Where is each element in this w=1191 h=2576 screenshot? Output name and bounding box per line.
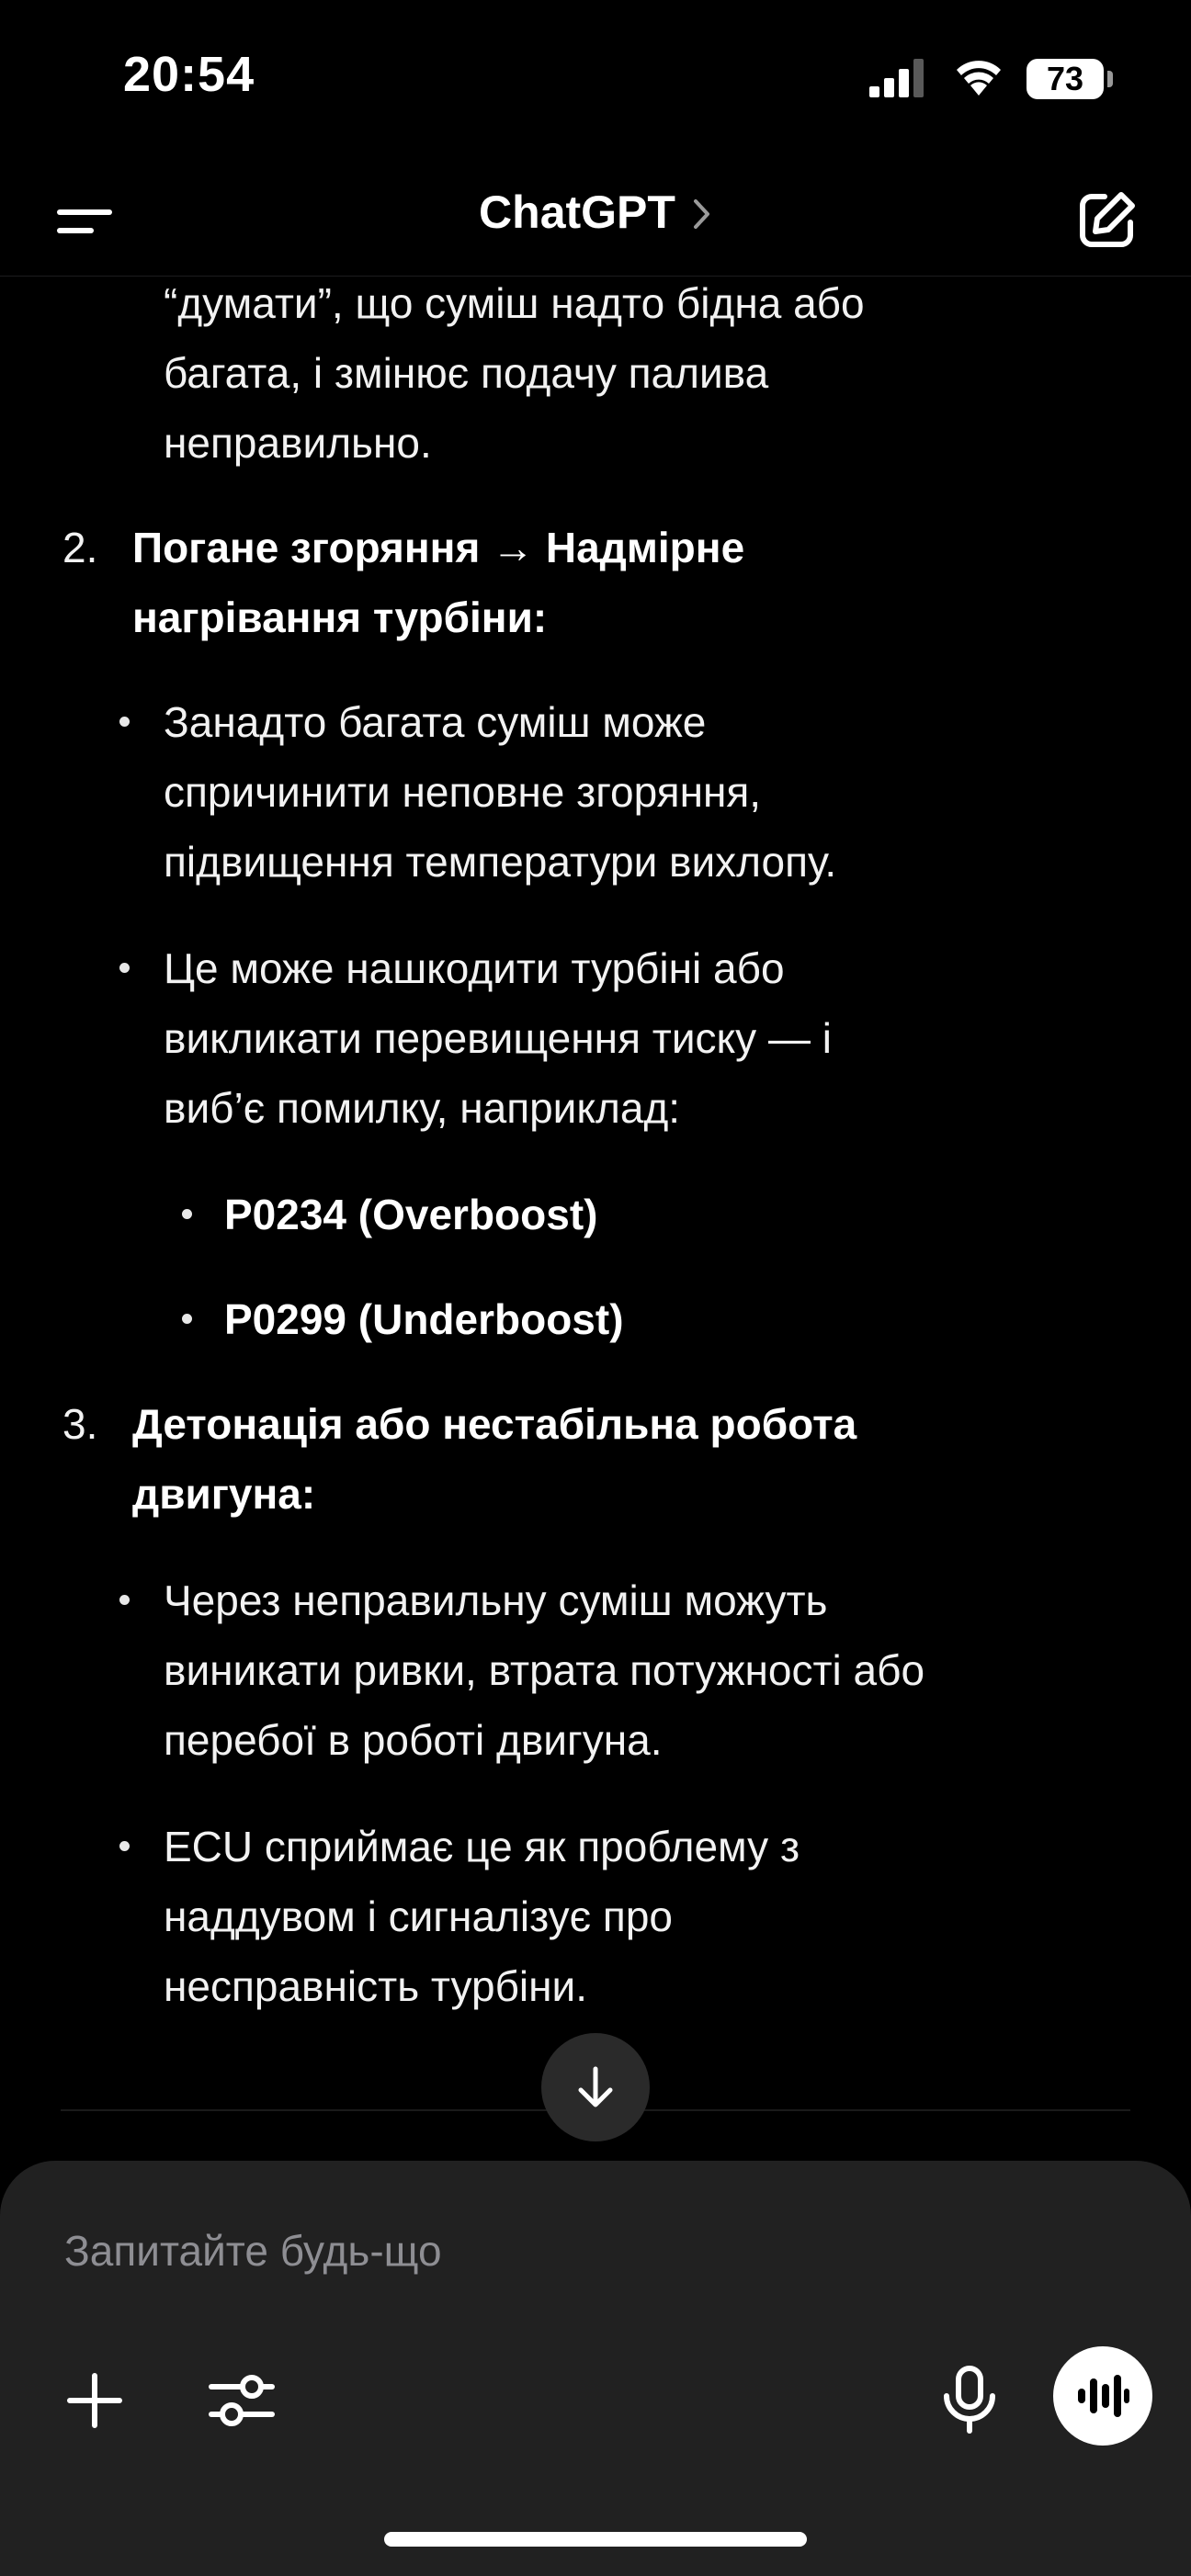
bullet-text: Занадто багата суміш може [164, 698, 707, 746]
microphone-icon[interactable] [941, 2365, 998, 2435]
sub-bullet-dot [182, 1209, 192, 1219]
voice-mode-button[interactable] [1053, 2346, 1152, 2446]
bullet-text: наддувом і сигналізує про [164, 1892, 673, 1940]
tools-icon[interactable] [208, 2368, 276, 2433]
list-item-title: двигуна: [132, 1470, 316, 1518]
plus-icon[interactable] [64, 2370, 125, 2431]
list-number: 2. [62, 524, 98, 571]
list-number: 3. [62, 1400, 98, 1448]
paragraph-line: неправильно. [164, 419, 432, 467]
battery-indicator: 73 [1027, 59, 1104, 99]
compose-icon[interactable] [1073, 187, 1140, 254]
error-code: P0234 (Overboost) [224, 1191, 598, 1238]
model-selector[interactable] [0, 186, 1191, 239]
nav-bar [0, 165, 1191, 277]
bullet-text: перебої в роботі двигуна. [164, 1716, 663, 1764]
chevron-right-icon [692, 198, 712, 231]
list-item-title: Детонація або нестабільна робота [132, 1400, 857, 1448]
home-indicator [384, 2532, 807, 2547]
bullet-text: Це може нашкодити турбіні або [164, 944, 785, 992]
sub-bullet-dot [182, 1314, 192, 1324]
bullet-text: несправність турбіни. [164, 1962, 588, 2010]
bullet-text: ECU сприймає це як проблему з [164, 1823, 800, 1870]
error-code: P0299 (Underboost) [224, 1295, 624, 1343]
bullet-text: виникати ривки, втрата потужності або [164, 1646, 925, 1694]
bullet-text: виб’є помилку, наприклад: [164, 1084, 681, 1132]
bullet-text: спричинити неповне згоряння, [164, 768, 762, 816]
voice-mode-icon [1076, 2373, 1129, 2419]
bullet-text: Через неправильну суміш можуть [164, 1576, 828, 1624]
bullet-dot [119, 963, 130, 973]
wifi-icon [952, 53, 1005, 97]
arrow-down-icon [572, 2063, 619, 2111]
list-item-title: Погане згоряння → Надмірне [132, 524, 745, 571]
bullet-dot [119, 717, 130, 727]
composer [0, 2161, 1191, 2576]
scroll-to-bottom-button[interactable] [541, 2033, 650, 2141]
battery-cap [1107, 71, 1113, 87]
status-bar [0, 0, 1191, 156]
chat-message-content [0, 276, 1191, 2104]
bullet-dot [119, 1595, 130, 1605]
bullet-text: викликати перевищення тиску — і [164, 1014, 832, 1062]
cellular-signal-icon [869, 59, 926, 97]
paragraph-line: багата, і змінює подачу палива [164, 349, 769, 397]
paragraph-line: “думати”, що суміш надто бідна або [164, 279, 865, 327]
list-item-title: нагрівання турбіни: [132, 593, 548, 641]
nav-title: ChatGPT [479, 186, 675, 238]
bullet-dot [119, 1841, 130, 1851]
bullet-text: підвищення температури вихлопу. [164, 838, 837, 886]
status-time: 20:54 [123, 47, 255, 102]
message-input[interactable] [62, 2225, 1077, 2277]
